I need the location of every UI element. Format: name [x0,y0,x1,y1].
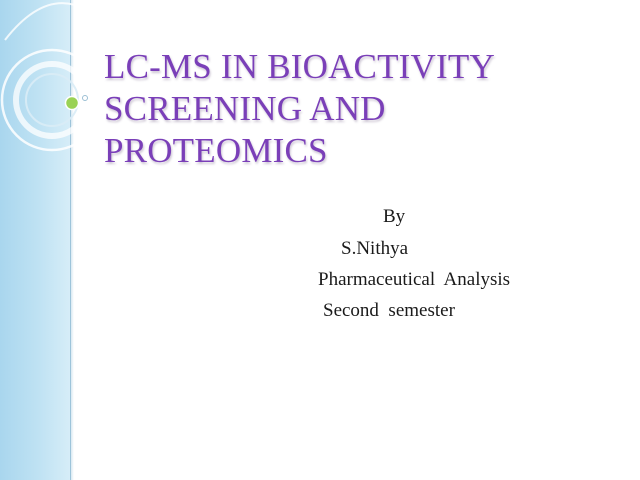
author-name: S.Nithya [341,238,409,259]
department-name: Pharmaceutical Analysis [318,269,511,290]
slide-title: LC-MS IN BIOACTIVITY SCREENING AND PROTEOMICS [104,47,495,170]
small-ring-dot-icon [83,96,88,101]
by-label: By [383,206,406,227]
deco-arc-top [5,3,75,40]
green-dot-icon [66,97,79,110]
semester-label: Second semester [323,300,455,321]
